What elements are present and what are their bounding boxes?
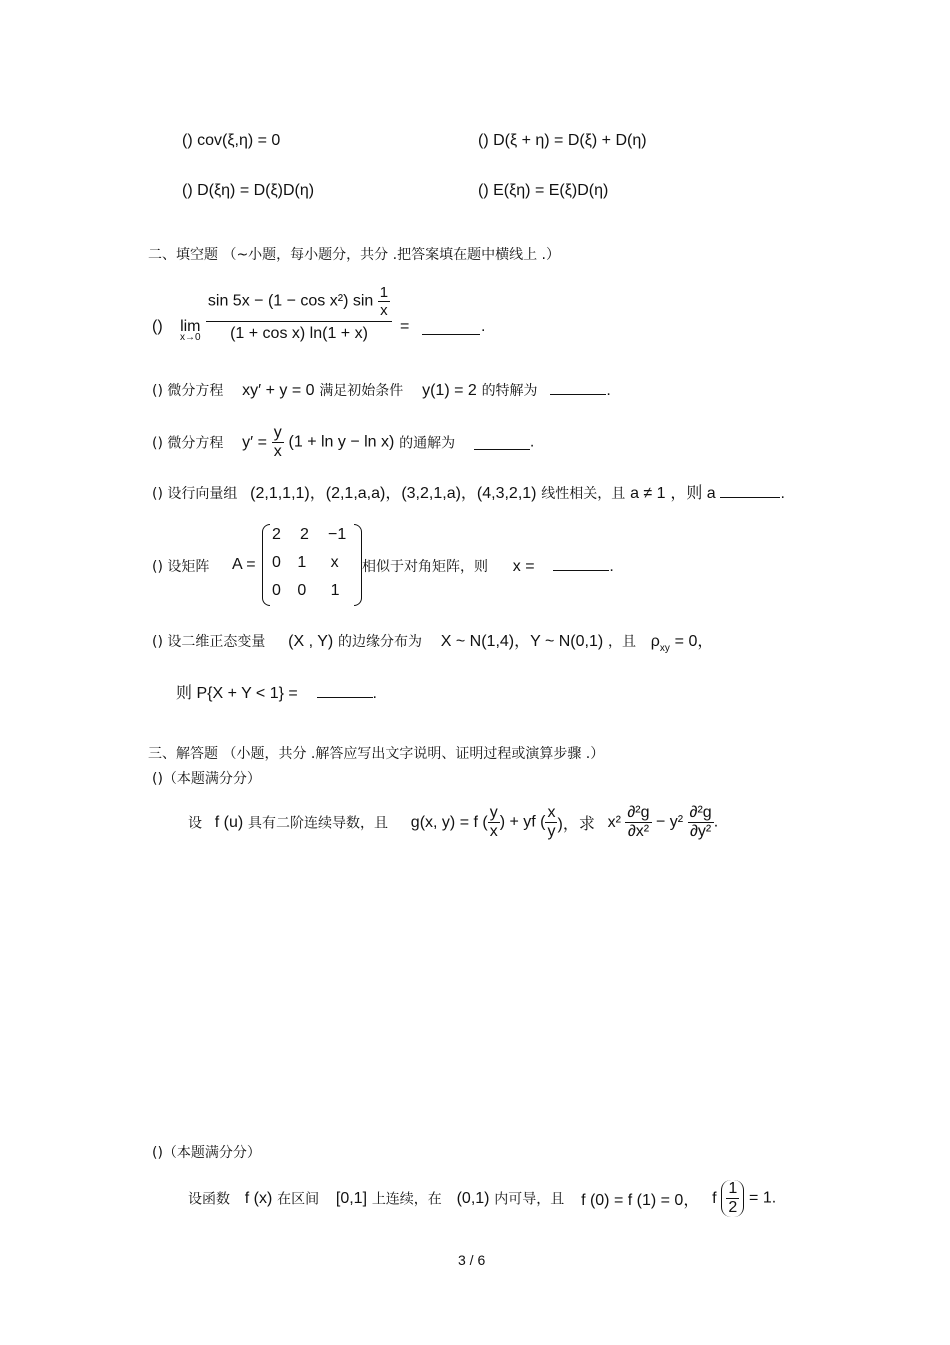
q4-cond: a ≠ 1 [630, 485, 666, 502]
p2-text2: 在区间 [277, 1191, 320, 1208]
page-number: 3 / 6 [458, 1252, 486, 1268]
matrix-cell: 1 [330, 582, 340, 599]
problem2-label: ()（本题满分分） [152, 1145, 261, 1161]
q1-num-text: sin 5x − (1 − cos x²) sin [207, 292, 374, 310]
q6-prefix: () 设二维正态变量 [152, 634, 266, 650]
q4-tail: . [780, 485, 785, 502]
choice-option-b: () D(ξ + η) = D(ξ) + D(η) [478, 132, 647, 149]
matrix-cell: 0 [272, 554, 281, 571]
matrix-row [272, 582, 356, 610]
q4-end: ，则 a [670, 485, 716, 502]
p2-text4: 内可导，且 [494, 1191, 565, 1208]
q4-answer-blank[interactable] [720, 483, 780, 498]
p1-d2 [688, 804, 714, 841]
problem1-statement [188, 804, 718, 841]
q6-dist: X ~ N(1,4)，Y ~ N(0,1) [440, 633, 604, 650]
p1-frac2 [545, 804, 557, 841]
q4-prefix: () 设行向量组 [152, 486, 238, 502]
matrix-cell: x [330, 554, 339, 571]
q3-frac-bot: x [273, 443, 282, 460]
p1-frac1-bot: x [489, 823, 498, 840]
q4-vectors: (2,1,1,1)，(2,1,a,a)，(3,2,1,a)，(4,3,2,1) [250, 485, 537, 502]
p2-half-bot: 2 [728, 1199, 738, 1216]
q1-lim-word: lim [180, 318, 201, 335]
p1-close: )，求 [557, 816, 595, 833]
q1-lim-sub: x→0 [180, 332, 201, 343]
q2-end: 的特解为 [481, 383, 538, 399]
p2-f: f [712, 1189, 717, 1207]
p1-frac2-top: x [547, 804, 556, 821]
q6-and: ，且 [607, 634, 636, 650]
q3-frac-top: y [273, 424, 282, 441]
q2-line [152, 380, 611, 400]
p1-d2-bot: ∂y² [690, 823, 712, 840]
p1-d2-top: ∂²g [689, 804, 712, 821]
p1-text1: 设 [188, 815, 202, 832]
p2-half [726, 1180, 739, 1217]
q1-denominator: (1 + cos x) ln(1 + x) [230, 325, 368, 342]
p1-d1-bot: ∂x² [627, 823, 650, 840]
p1-expr-a: x² [607, 813, 626, 831]
q5-tail: . [609, 558, 614, 575]
q4-line [152, 480, 785, 503]
q4-mid: 线性相关，且 [541, 486, 626, 502]
problem1-label: ()（本题满分分） [152, 771, 261, 787]
p2-text1: 设函数 [188, 1191, 230, 1208]
q5-mid: 相似于对角矩阵，则 [362, 559, 488, 575]
p1-g: g(x, y) = f ( [410, 813, 488, 831]
q2-mid: 满足初始条件 [319, 383, 404, 399]
q1-end: . [481, 318, 486, 335]
matrix-row [272, 526, 356, 554]
q5-lhs: A = [232, 556, 256, 573]
q1-prefix: () [152, 318, 163, 335]
matrix-cell: 0 [297, 582, 307, 599]
q3-rhs: (1 + ln y − ln x) [288, 433, 395, 451]
section2-heading: 二、填空题 （~小题，每小题分，共分 .把答案填在题中横线上 .） [148, 247, 560, 263]
q6-line1 [152, 628, 713, 654]
p2-interval2: (0,1) [456, 1189, 490, 1207]
matrix-cell: −1 [328, 526, 347, 543]
p2-half-top: 1 [728, 1180, 738, 1197]
q1-num-frac [378, 284, 390, 319]
p1-d1-top: ∂²g [627, 804, 650, 821]
choice-option-c: () D(ξη) = D(ξ)D(η) [182, 182, 315, 199]
q2-answer-blank[interactable] [550, 380, 606, 395]
p1-tail: . [713, 813, 719, 831]
q6-rho: ρ [650, 633, 660, 650]
choice-option-a: () cov(ξ,η) = 0 [182, 132, 281, 149]
q6-answer-blank[interactable] [317, 683, 373, 698]
q1-num-frac-top: 1 [379, 284, 389, 301]
q6-rho-sub: xy [659, 643, 670, 654]
p1-frac1 [488, 804, 500, 841]
p2-cond: f (0) = f (1) = 0， [581, 1192, 700, 1209]
q6-prob: 则 P{X + Y < 1} = [176, 685, 298, 702]
p1-text2: 具有二阶连续导数，且 [248, 815, 389, 832]
q6-line2 [176, 680, 377, 703]
q6-mid: 的边缘分布为 [337, 634, 422, 650]
q6-vars: (X , Y) [288, 633, 334, 650]
matrix-cell: 1 [297, 554, 307, 571]
q2-tail: . [606, 382, 611, 399]
matrix-row [272, 554, 356, 582]
p2-tail: = 1. [749, 1189, 777, 1207]
choice-option-d: () E(ξη) = E(ξ)D(η) [478, 182, 609, 199]
problem2-statement [188, 1180, 776, 1217]
q3-end: 的通解为 [399, 435, 456, 452]
p2-interval1: [0,1] [335, 1189, 368, 1207]
q1-eq: = [400, 318, 410, 335]
q5-tail-line [362, 556, 614, 576]
matrix-cell: 0 [272, 582, 281, 599]
q5-answer-blank[interactable] [553, 556, 609, 571]
p1-d1 [625, 804, 651, 841]
p1-frac2-bot: y [547, 823, 556, 840]
q3-frac [272, 424, 284, 461]
p1-minus: − y² [651, 813, 688, 831]
q1-lim [180, 318, 201, 343]
section3-heading: 三、解答题 （小题，共分 .解答应写出文字说明、证明过程或演算步骤 .） [148, 746, 605, 762]
p1-mid: ) + yf ( [499, 813, 546, 831]
p1-fu: f (u) [214, 813, 244, 831]
q2-prefix: () 微分方程 [152, 383, 224, 399]
q3-prefix: () 微分方程 [152, 435, 224, 452]
q3-answer-blank[interactable] [474, 435, 530, 450]
q5-var: x = [512, 558, 535, 575]
q1-answer-blank[interactable] [422, 320, 480, 339]
q1-num-frac-bot: x [380, 302, 388, 319]
q5-matrix [262, 524, 362, 606]
q2-cond: y(1) = 2 [422, 382, 477, 399]
q5-prefix: () 设矩阵 [152, 559, 210, 575]
q6-rho-eq: = 0， [674, 633, 714, 650]
p1-frac1-top: y [489, 804, 498, 821]
matrix-cell: 2 [300, 526, 309, 543]
q1-fraction [206, 284, 392, 343]
q3-line [152, 424, 534, 461]
p2-half-paren [721, 1180, 744, 1217]
matrix-cell: 2 [272, 526, 281, 543]
p2-text3: 上连续，在 [371, 1191, 442, 1208]
p2-fx: f (x) [244, 1189, 273, 1207]
q2-equation: xy′ + y = 0 [242, 382, 315, 399]
q6-tail: . [372, 685, 377, 702]
q3-tail: . [529, 433, 535, 451]
q3-lhs: y′ = [242, 433, 267, 451]
q1-numerator [206, 284, 392, 322]
